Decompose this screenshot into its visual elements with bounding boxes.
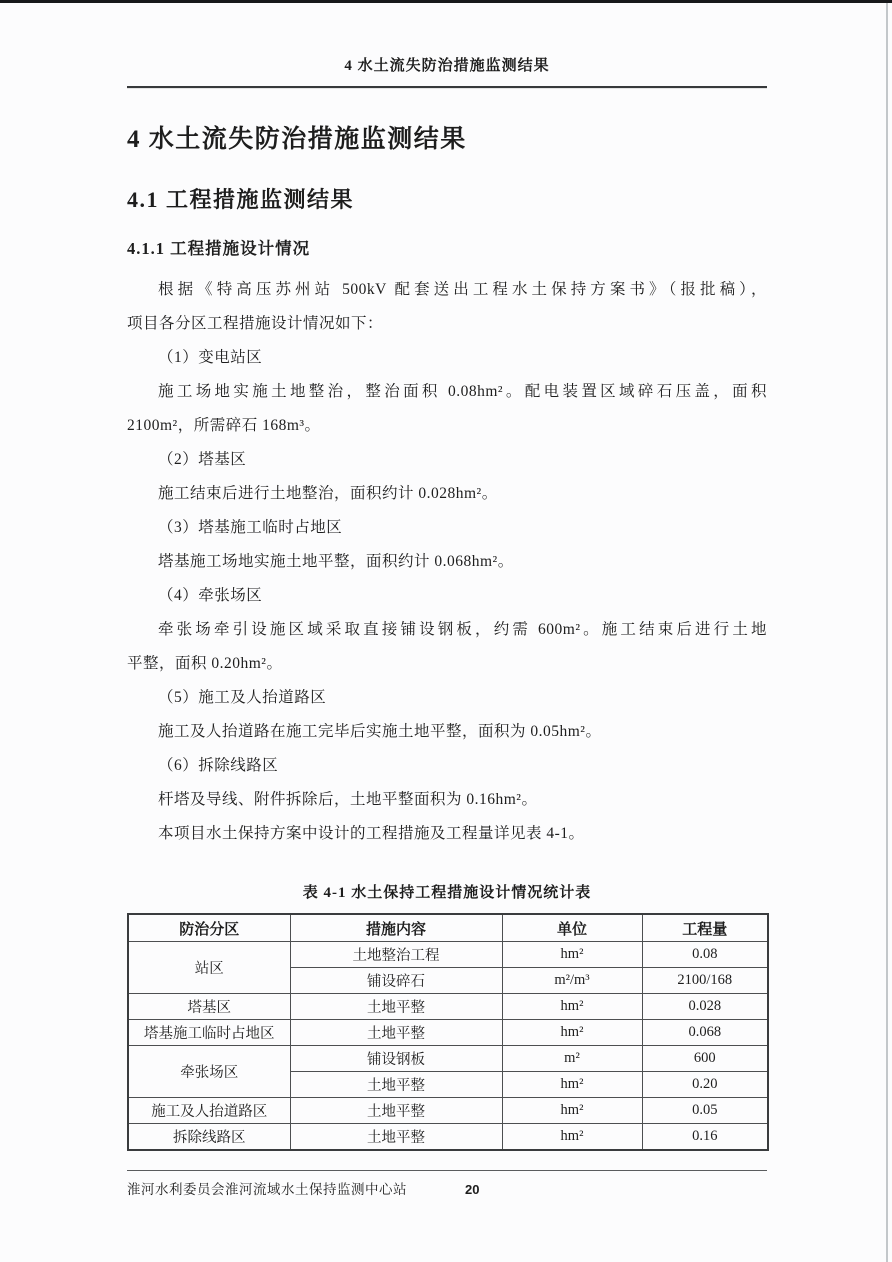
column-header-measure: 措施内容 — [290, 914, 502, 942]
measures-table — [127, 913, 769, 1151]
table-caption: 表 4-1 水土保持工程措施设计情况统计表 — [302, 885, 592, 901]
body-line: 施工结束后进行土地整治，面积约计 0.028hm²。 — [158, 485, 498, 502]
table-cell-zone: 施工及人抬道路区 — [128, 1098, 290, 1124]
table-cell-zone: 塔基区 — [128, 994, 290, 1020]
body-line: 施工场地实施土地整治，整治面积 0.08hm²。配电装置区域碎石压盖，面积 — [158, 383, 767, 400]
table-cell-unit: m²/m³ — [502, 968, 642, 994]
body-line: （3）塔基施工临时占地区 — [158, 519, 343, 536]
table-cell-measure: 土地平整 — [290, 1020, 502, 1046]
table-row — [128, 1098, 768, 1124]
table-cell-measure: 土地平整 — [290, 1098, 502, 1124]
table-cell-qty: 0.068 — [642, 1020, 768, 1046]
page-footer — [127, 1180, 767, 1199]
body-text — [127, 273, 767, 851]
body-line: 牵张场牵引设施区域采取直接铺设钢板，约需 600m²。施工结束后进行土地 — [158, 621, 767, 638]
body-line: （5）施工及人抬道路区 — [158, 689, 327, 706]
table-cell-unit: hm² — [502, 1098, 642, 1124]
body-line: （1）变电站区 — [158, 349, 263, 366]
table-row — [128, 1124, 768, 1151]
table-cell-qty: 2100/168 — [642, 968, 768, 994]
table-cell-measure: 土地平整 — [290, 1124, 502, 1151]
body-line: 2100m²，所需碎石 168m³。 — [127, 417, 321, 434]
table-row — [128, 1046, 768, 1072]
section-heading: 4.1 工程措施监测结果 — [127, 187, 355, 212]
column-header-qty: 工程量 — [642, 914, 768, 942]
page-edge-right — [886, 3, 888, 1262]
table-row — [128, 942, 768, 968]
body-line: （6）拆除线路区 — [158, 757, 279, 774]
body-line: 杆塔及导线、附件拆除后，土地平整面积为 0.16hm²。 — [158, 791, 538, 808]
table-cell-zone: 拆除线路区 — [128, 1124, 290, 1151]
table-cell-qty: 0.08 — [642, 942, 768, 968]
page-footer-rule — [127, 1170, 767, 1171]
table-cell-zone: 塔基施工临时占地区 — [128, 1020, 290, 1046]
table-cell-qty: 0.05 — [642, 1098, 768, 1124]
table-cell-unit: m² — [502, 1046, 642, 1072]
footer-organization: 淮河水利委员会淮河流域水土保持监测中心站 — [127, 1182, 407, 1197]
table-cell-qty: 0.16 — [642, 1124, 768, 1151]
page-header-rule — [127, 86, 767, 89]
body-line: 平整，面积 0.20hm²。 — [127, 655, 283, 672]
table-cell-qty: 0.028 — [642, 994, 768, 1020]
body-line: 本项目水土保持方案中设计的工程措施及工程量详见表 4-1。 — [158, 825, 585, 842]
body-line: 塔基施工场地实施土地平整，面积约计 0.068hm²。 — [158, 553, 514, 570]
table-cell-qty: 0.20 — [642, 1072, 768, 1098]
table-cell-measure: 铺设碎石 — [290, 968, 502, 994]
column-header-zone: 防治分区 — [128, 914, 290, 942]
page-header-text: 4 水土流失防治措施监测结果 — [344, 58, 550, 74]
table-row — [128, 1020, 768, 1046]
body-line: （4）牵张场区 — [158, 587, 263, 604]
table-cell-unit: hm² — [502, 1124, 642, 1151]
table-cell-zone: 牵张场区 — [128, 1046, 290, 1098]
body-line: 施工及人抬道路在施工完毕后实施土地平整，面积为 0.05hm²。 — [158, 723, 602, 740]
body-line: （2）塔基区 — [158, 451, 247, 468]
body-line: 项目各分区工程措施设计情况如下： — [127, 315, 384, 332]
table-cell-measure: 土地整治工程 — [290, 942, 502, 968]
page-number: 20 — [465, 1182, 480, 1197]
table-row — [128, 994, 768, 1020]
table-cell-unit: hm² — [502, 994, 642, 1020]
body-line: 根据《特高压苏州站 500kV 配套送出工程水土保持方案书》（报批稿）， — [158, 281, 767, 298]
table-cell-measure: 铺设钢板 — [290, 1046, 502, 1072]
table-cell-unit: hm² — [502, 942, 642, 968]
table-cell-qty: 600 — [642, 1046, 768, 1072]
table-cell-unit: hm² — [502, 1072, 642, 1098]
chapter-title: 4 水土流失防治措施监测结果 — [127, 126, 467, 153]
subsection-heading: 4.1.1 工程措施设计情况 — [127, 239, 311, 258]
page-content — [127, 0, 767, 1199]
column-header-unit: 单位 — [502, 914, 642, 942]
table-cell-unit: hm² — [502, 1020, 642, 1046]
table-header-row — [128, 914, 768, 942]
table-cell-measure: 土地平整 — [290, 1072, 502, 1098]
table-cell-measure: 土地平整 — [290, 994, 502, 1020]
table-cell-zone: 站区 — [128, 942, 290, 994]
